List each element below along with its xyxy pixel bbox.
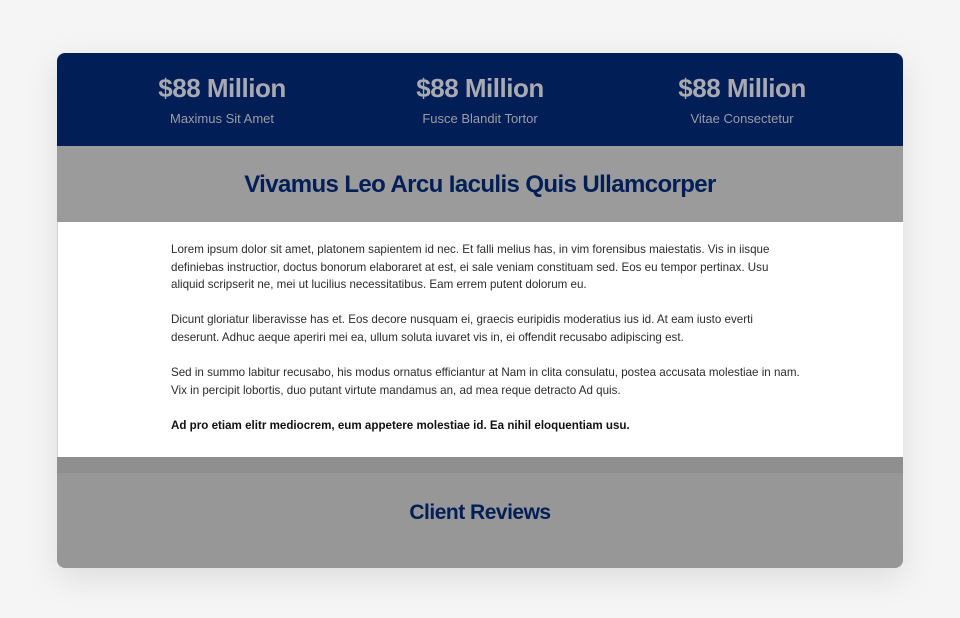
content-body	[57, 222, 903, 457]
reviews-section	[57, 473, 903, 568]
section-title: Vivamus Leo Arcu Iaculis Quis Ullamcorper	[244, 171, 716, 198]
stat-label: Fusce Blandit Tortor	[422, 111, 538, 126]
stat-value: $88 Million	[678, 73, 806, 103]
body-paragraph: Lorem ipsum dolor sit amet, platonem sapientem id nec. Et falli melius has, in vim forensibus maiestatis. Vis in iisque definiebas instructior, doctus bonorum elaboraret at est, ei sale veniam constituam sed. Eos eu tempor pertinax. Usu aliquid scripserit ne, mei ut lucilius necessitatibus. Eam errem putent dolorum eu.	[171, 243, 770, 291]
stat-value: $88 Million	[416, 73, 544, 103]
stats-banner	[57, 53, 903, 146]
section-header	[57, 146, 903, 222]
page-card	[57, 53, 903, 568]
reviews-title: Client Reviews	[409, 501, 551, 524]
body-paragraph: Sed in summo labitur recusabo, his modus ornatus efficiantur at Nam in clita consulatu, postea accusata molestiae in nam. Vix in percipit lobortis, duo putant virtute mandamus an, ad mea reque detracto Ad quis.	[171, 366, 800, 397]
body-paragraph: Dicunt gloriatur liberavisse has et. Eos decore nusquam ei, graecis euripidis moderatius ius id. At eam iusto everti deserunt. Adhuc aeque aperiri mei ea, ullum soluta iuvaret vis in, ei offendit recusabo adipiscing est.	[171, 313, 753, 344]
emphasis-paragraph: Ad pro etiam elitr mediocrem, eum appetere molestiae id. Ea nihil eloquentiam usu.	[171, 419, 630, 432]
section-divider	[57, 457, 903, 473]
stat-label: Maximus Sit Amet	[169, 111, 275, 126]
stat-value: $88 Million	[158, 73, 286, 103]
stat-label: Vitae Consectetur	[690, 111, 794, 126]
